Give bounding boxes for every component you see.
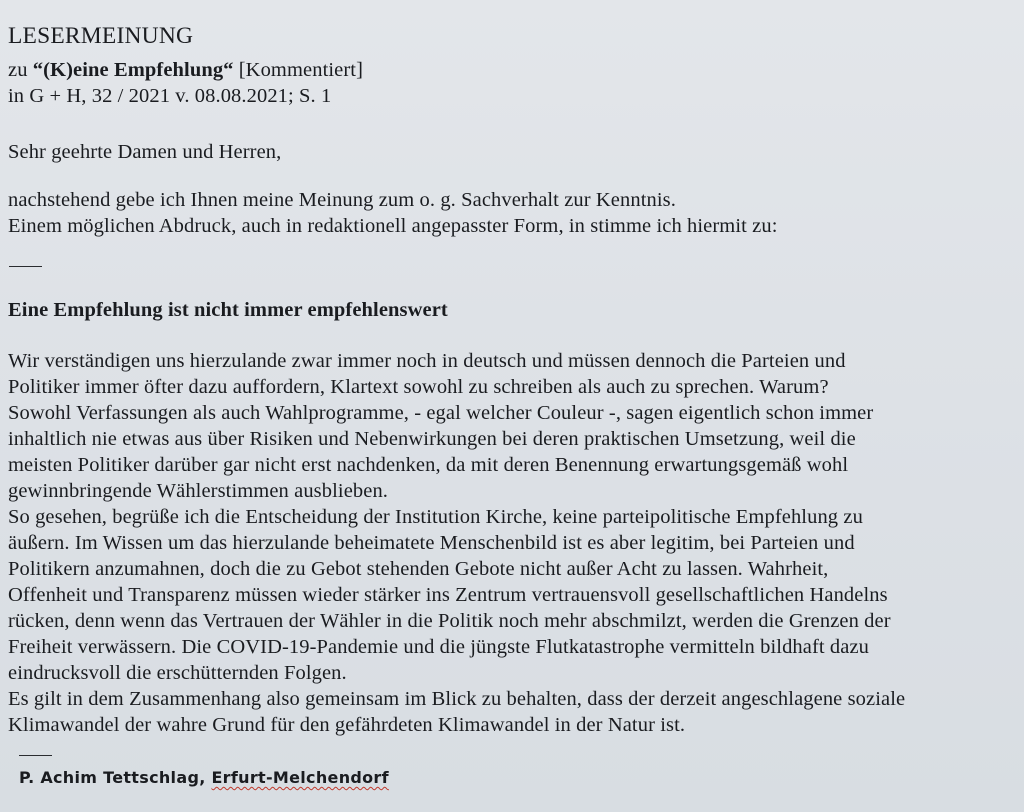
salutation: Sehr geehrte Damen und Herren,: [8, 141, 282, 163]
intro-line-1: nachstehend gebe ich Ihnen meine Meinung zum o. g. Sachverhalt zur Kenntnis.: [8, 189, 676, 211]
body-line: Offenheit und Transparenz müssen wieder stärker ins Zentrum vertrauensvoll gesellschaftlichen Handelns: [8, 584, 888, 606]
body-line: Es gilt in dem Zusammenhang also gemeinsam im Blick zu behalten, dass der derzeit angeschlagene soziale: [8, 688, 906, 710]
reference-article-title: “(K)eine Empfehlung“: [32, 59, 234, 81]
signature: [19, 768, 389, 787]
body-line: eindrucksvoll die erschütternden Folgen.: [8, 662, 347, 684]
body-line: rücken, denn wenn das Vertrauen der Wähler in die Politik noch mehr abschmilzt, werden die Grenzen der: [8, 610, 891, 632]
separator-rule: [9, 266, 42, 267]
body-line: gewinnbringende Wählerstimmen ausblieben.: [8, 480, 389, 502]
body-line: inhaltlich nie etwas aus über Risiken und Nebenwirkungen bei deren praktischen Umsetzung, weil die: [8, 428, 856, 450]
body-line: Sowohl Verfassungen als auch Wahlprogramme, - egal welcher Couleur -, sagen eigentlich schon immer: [8, 402, 874, 424]
signature-name: P. Achim Tettschlag,: [19, 768, 212, 787]
intro-line-2: Einem möglichen Abdruck, auch in redaktionell angepasster Form, in stimme ich hiermit zu:: [8, 215, 778, 237]
reference-prefix: zu: [8, 59, 33, 81]
letter-heading: LESERMEINUNG: [8, 23, 194, 49]
body-line: Politiker immer öfter dazu auffordern, Klartext sowohl zu schreiben als auch zu sprechen. Warum?: [8, 376, 829, 398]
body-line: Freiheit verwässern. Die COVID-19-Pandemie und die jüngste Flutkatastrophe vermitteln bildhaft dazu: [8, 636, 870, 658]
signature-place: Erfurt-Melchendorf: [211, 768, 389, 787]
body-line: Klimawandel der wahre Grund für den gefährdeten Klimawandel in der Natur ist.: [8, 714, 686, 736]
body-line: Politikern anzumahnen, doch die zu Gebot stehenden Gebote nicht außer Acht zu lassen. Wahrheit,: [8, 558, 829, 580]
body-line: äußern. Im Wissen um das hierzulande beheimatete Menschenbild ist es aber legitim, bei Parteien und: [8, 532, 855, 554]
source-line: in G + H, 32 / 2021 v. 08.08.2021; S. 1: [8, 85, 332, 107]
body-line: Wir verständigen uns hierzulande zwar immer noch in deutsch und müssen dennoch die Parteien und: [8, 350, 846, 372]
reference-suffix: [Kommentiert]: [233, 59, 364, 81]
body-line: So gesehen, begrüße ich die Entscheidung der Institution Kirche, keine parteipolitische Empfehlung zu: [8, 506, 863, 528]
signature-rule: [19, 755, 52, 756]
reference-line: [8, 57, 363, 83]
body-line: meisten Politiker darüber gar nicht erst nachdenken, da mit deren Benennung erwartungsgemäß wohl: [8, 454, 849, 476]
article-title: Eine Empfehlung ist nicht immer empfehlenswert: [8, 299, 448, 321]
